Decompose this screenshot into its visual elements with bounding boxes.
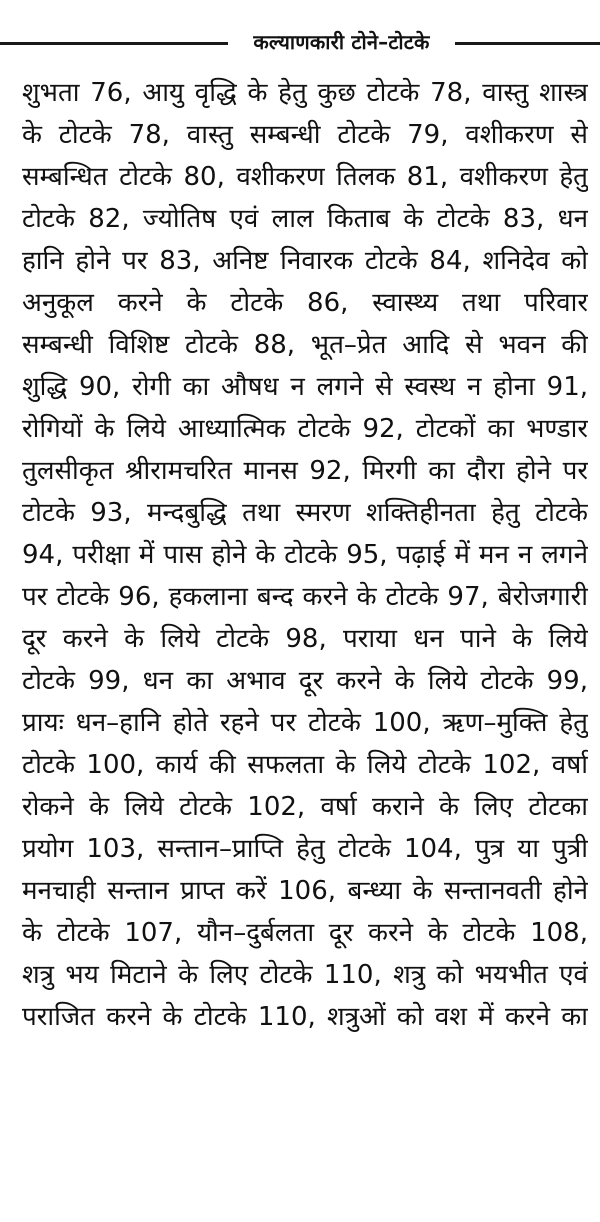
header-rule-left	[0, 42, 228, 45]
running-header	[0, 22, 600, 62]
text-line: के टोटके 107, यौन–दुर्बलता दूर करने के टोटके 108,	[22, 918, 588, 948]
text-line: पर टोटके 96, हकलाना बन्द करने के टोटके 97, बेरोजगारी	[22, 582, 588, 612]
text-line: पराजित करने के टोटके 110, शत्रुओं को वश में करने का	[22, 1002, 588, 1032]
text-line: टोटके 93, मन्दबुद्धि तथा स्मरण शक्तिहीनता हेतु टोटके	[22, 498, 588, 528]
contents-paragraph	[22, 72, 588, 1038]
text-line: प्रायः धन–हानि होते रहने पर टोटके 100, ऋण–मुक्ति हेतु	[22, 708, 588, 738]
text-line: दूर करने के लिये टोटके 98, पराया धन पाने के लिये	[22, 624, 588, 654]
text-line: शुभता 76, आयु वृद्धि के हेतु कुछ टोटके 78, वास्तु शास्त्र	[22, 78, 588, 108]
text-line: टोटके 100, कार्य की सफलता के लिये टोटके 102, वर्षा	[22, 750, 588, 780]
text-line: सम्बन्धी विशिष्ट टोटके 88, भूत–प्रेत आदि से भवन की	[22, 330, 588, 360]
text-line: हानि होने पर 83, अनिष्ट निवारक टोटके 84, शनिदेव को	[22, 246, 588, 276]
text-line: मनचाही सन्तान प्राप्त करें 106, बन्ध्या के सन्तानवती होने	[22, 876, 588, 906]
text-line: अनुकूल करने के टोटके 86, स्वास्थ्य तथा परिवार	[22, 288, 588, 318]
text-line: तुलसीकृत श्रीरामचरित मानस 92, मिरगी का दौरा होने पर	[22, 456, 588, 486]
text-line: शुद्धि 90, रोगी का औषध न लगने से स्वस्थ न होना 91,	[22, 372, 588, 402]
header-rule-right	[455, 42, 600, 45]
text-line: सम्बन्धित टोटके 80, वशीकरण तिलक 81, वशीकरण हेतु	[22, 162, 588, 192]
text-line: टोटके 82, ज्योतिष एवं लाल किताब के टोटके 83, धन	[22, 204, 588, 234]
text-line: शत्रु भय मिटाने के लिए टोटके 110, शत्रु को भयभीत एवं	[22, 960, 588, 990]
text-line: रोकने के लिये टोटके 102, वर्षा कराने के लिए टोटका	[22, 792, 588, 822]
text-line: के टोटके 78, वास्तु सम्बन्धी टोटके 79, वशीकरण से	[22, 120, 588, 150]
text-line: रोगियों के लिये आध्यात्मिक टोटके 92, टोटकों का भण्डार	[22, 414, 588, 444]
text-line: टोटके 99, धन का अभाव दूर करने के लिये टोटके 99,	[22, 666, 588, 696]
text-line: प्रयोग 103, सन्तान–प्राप्ति हेतु टोटके 104, पुत्र या पुत्री	[22, 834, 588, 864]
text-line: 94, परीक्षा में पास होने के टोटके 95, पढ़ाई में मन न लगने	[22, 540, 588, 570]
page-title: कल्याणकारी टोने–टोटके	[253, 30, 430, 54]
